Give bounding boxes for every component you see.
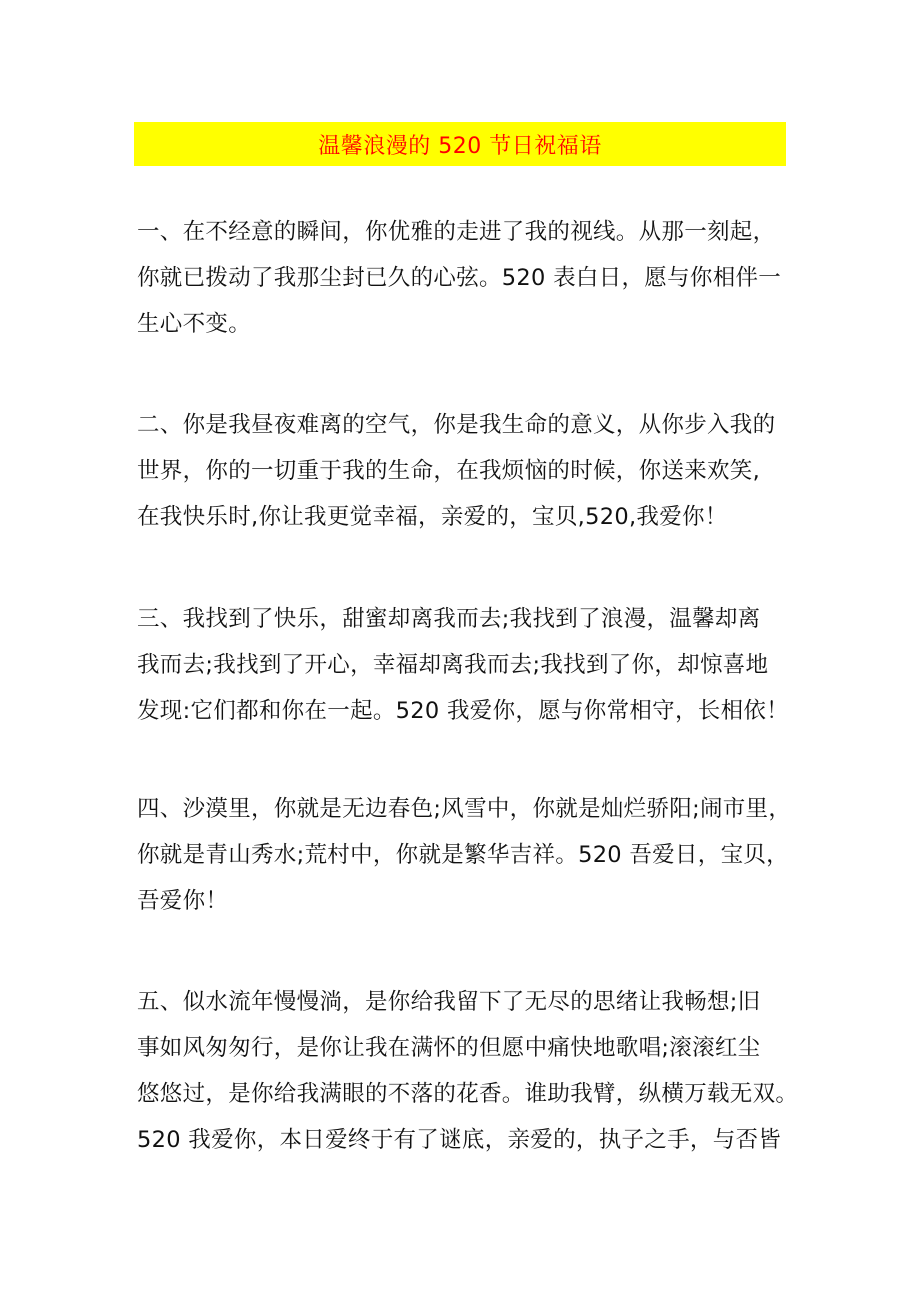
paragraph-line: 事如风匆匆行，是你让我在满怀的但愿中痛快地歌唱;滚滚红尘 [137, 1035, 761, 1061]
title-banner [134, 122, 786, 166]
paragraph-line: 我而去;我找到了开心，幸福却离我而去;我找到了你，却惊喜地 [137, 652, 769, 678]
paragraph-line: 发现:它们都和你在一起。520 我爱你，愿与你常相守，长相依！ [137, 698, 789, 724]
paragraph-line: 生心不变。 [137, 311, 252, 337]
paragraph-line: 你就已拨动了我那尘封已久的心弦。520 表白日，愿与你相伴一 [137, 265, 782, 291]
paragraph-1 [137, 209, 797, 347]
paragraph-line: 在我快乐时,你让我更觉幸福，亲爱的，宝贝,520,我爱你！ [137, 504, 728, 530]
paragraph-2 [137, 402, 797, 540]
paragraph-line: 你就是青山秀水;荒村中，你就是繁华吉祥。520 吾爱日，宝贝， [137, 842, 789, 868]
paragraph-line: 五、似水流年慢慢淌，是你给我留下了无尽的思绪让我畅想;旧 [137, 989, 761, 1015]
paragraph-line: 520 我爱你，本日爱终于有了谜底，亲爱的，执子之手，与否皆 [137, 1127, 782, 1153]
paragraph-line: 一、在不经意的瞬间，你优雅的走进了我的视线。从那一刻起， [137, 219, 776, 245]
paragraph-line: 四、沙漠里，你就是无边春色;风雪中，你就是灿烂骄阳;闹市里， [137, 796, 792, 822]
paragraph-line: 二、你是我昼夜难离的空气，你是我生命的意义，从你步入我的 [137, 412, 776, 438]
paragraph-line: 吾爱你！ [137, 888, 229, 914]
paragraph-5 [137, 979, 797, 1163]
paragraph-line: 世界，你的一切重于我的生命，在我烦恼的时候，你送来欢笑, [137, 458, 761, 484]
document-title: 温馨浪漫的 520 节日祝福语 [318, 133, 602, 159]
paragraph-4 [137, 786, 797, 924]
paragraph-line: 悠悠过，是你给我满眼的不落的花香。谁助我臂，纵横万载无双。 [137, 1081, 799, 1107]
paragraph-line: 三、我找到了快乐，甜蜜却离我而去;我找到了浪漫，温馨却离 [137, 606, 761, 632]
paragraph-3 [137, 596, 797, 734]
